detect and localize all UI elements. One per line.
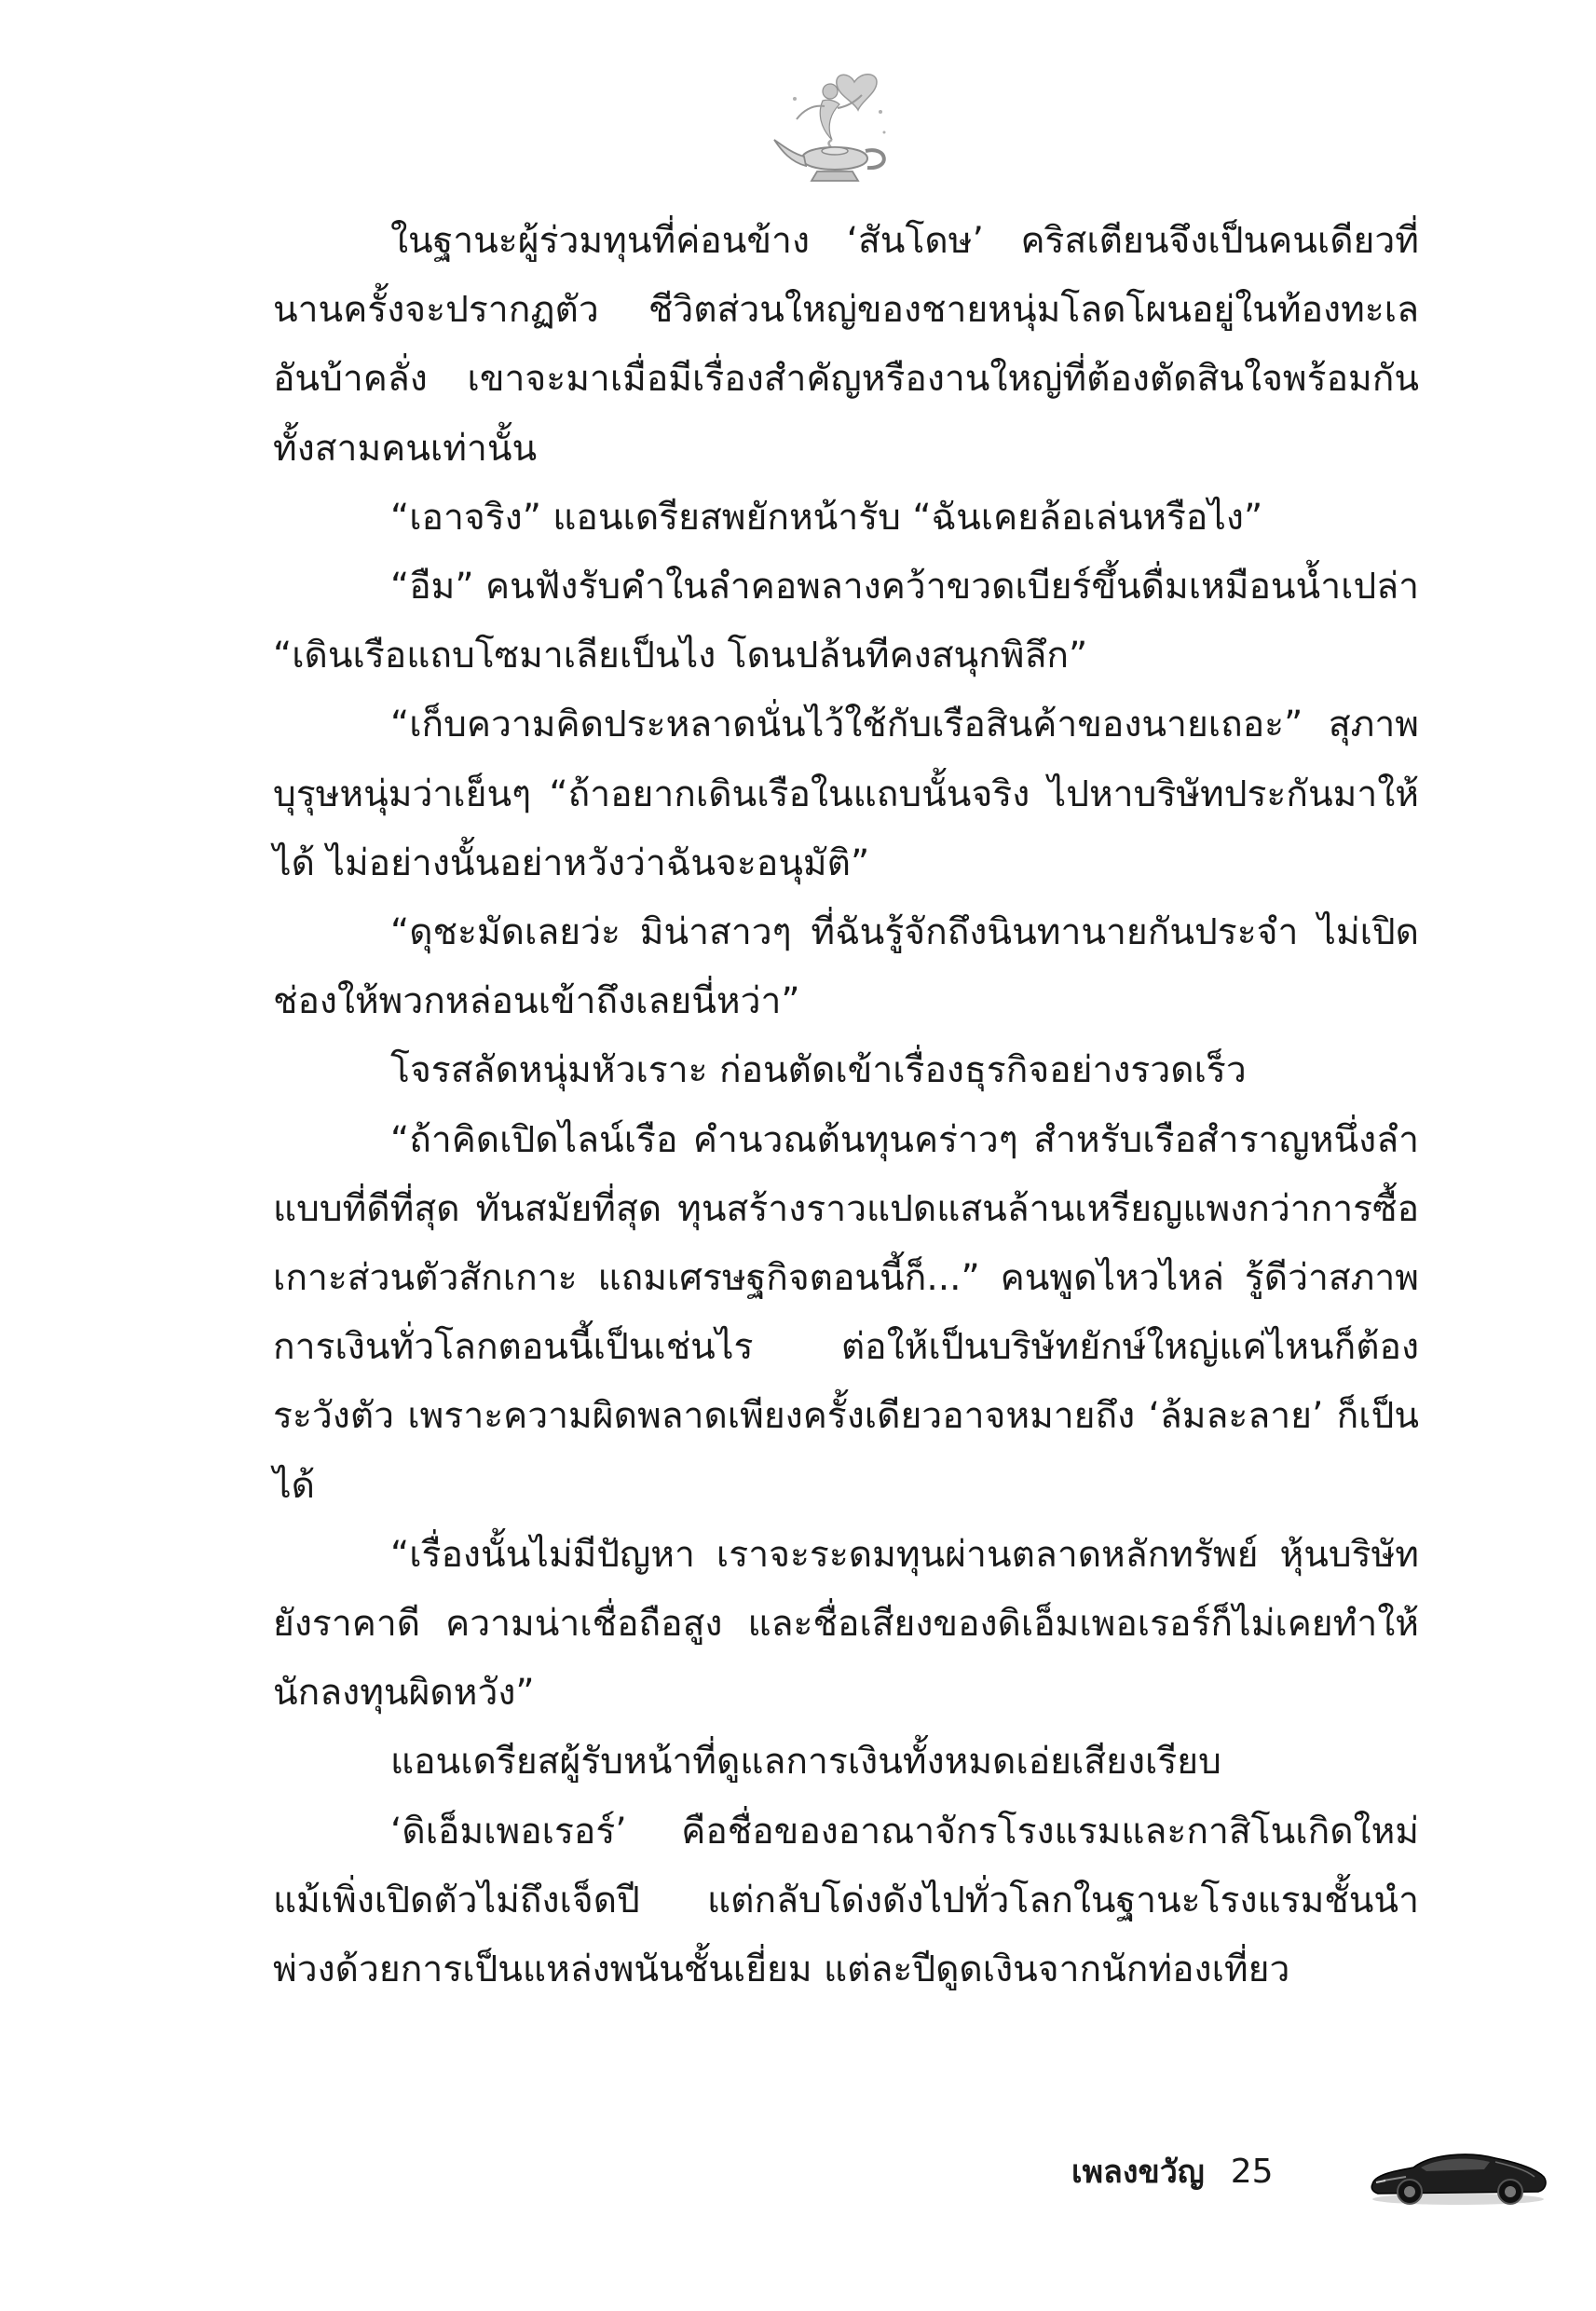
story-body (273, 207, 1419, 2004)
paragraph-4: “เก็บความคิดประหลาดนั่นไว้ใช้กับเรือสินค้าของนายเถอะ” สุภาพบุรุษหนุ่มว่าเย็นๆ “ถ้าอยากเดินเรือในแถบนั้นจริง ไปหาบริษัทประกันมาให้ได้ ไม่อย่างนั้นอย่าหวังว่าฉันจะอนุมัติ” (273, 704, 1419, 884)
paragraph-6: โจรสลัดหนุ่มหัวเราะ ก่อนตัดเข้าเรื่องธุรกิจอย่างรวดเร็ว (390, 1049, 1247, 1092)
page-number: 25 (1230, 2152, 1274, 2191)
teapot-genie-icon (765, 54, 905, 194)
sports-car-icon (1365, 2134, 1551, 2208)
paragraph-10: ‘ดิเอ็มเพอเรอร์’ คือชื่อของอาณาจักรโรงแรมและกาสิโนเกิดใหม่ แม้เพิ่งเปิดตัวไม่ถึงเจ็ดปี แต่กลับโด่งดังไปทั่วโลกในฐานะโรงแรมชั้นนำพ่วงด้วยการเป็นแหล่งพนันชั้นเยี่ยม แต่ละปีดูดเงินจากนักท่องเที่ยว (273, 1810, 1419, 1991)
paragraph-3: “อืม” คนฟังรับคำในลำคอพลางคว้าขวดเบียร์ขึ้นดื่มเหมือนน้ำเปล่า “เดินเรือแถบโซมาเลียเป็นไง โดนปล้นทีคงสนุกพิลึก” (273, 566, 1419, 677)
paragraph-5: “ดุชะมัดเลยว่ะ มิน่าสาวๆ ที่ฉันรู้จักถึงนินทานายกันประจำ ไม่เปิดช่องให้พวกหล่อนเข้าถึงเลยนี่หว่า” (273, 911, 1419, 1023)
paragraph-1: ในฐานะผู้ร่วมทุนที่ค่อนข้าง ‘สันโดษ’ คริสเตียนจึงเป็นคนเดียวที่นานครั้งจะปรากฏตัว ชีวิตส่วนใหญ่ของชายหนุ่มโลดโผนอยู่ในท้องทะเลอันบ้าคลั่ง เขาจะมาเมื่อมีเรื่องสำคัญหรืองานใหญ่ที่ต้องตัดสินใจพร้อมกันทั้งสามคนเท่านั้น (273, 220, 1419, 470)
paragraph-2: “เอาจริง” แอนเดรียสพยักหน้ารับ “ฉันเคยล้อเล่นหรือไง” (390, 496, 1263, 539)
running-book-title: เพลงขวัญ (1071, 2154, 1205, 2191)
page-footer (1071, 2134, 1274, 2208)
paragraph-8: “เรื่องนั้นไม่มีปัญหา เราจะระดมทุนผ่านตลาดหลักทรัพย์ หุ้นบริษัทยังราคาดี ความน่าเชื่อถือสูง และชื่อเสียงของดิเอ็มเพอเรอร์ก็ไม่เคยทำให้นักลงทุนผิดหวัง” (273, 1533, 1419, 1715)
paragraph-7: “ถ้าคิดเปิดไลน์เรือ คำนวณต้นทุนคร่าวๆ สำหรับเรือสำราญหนึ่งลำ แบบที่ดีที่สุด ทันสมัยที่สุด ทุนสร้างราวแปดแสนล้านเหรียญแพงกว่าการซื้อเกาะส่วนตัวสักเกาะ แถมเศรษฐกิจตอนนี้ก็...” คนพูดไหวไหล่ รู้ดีว่าสภาพการเงินทั่วโลกตอนนี้เป็นเช่นไร ต่อให้เป็นบริษัทยักษ์ใหญ่แค่ไหนก็ต้องระวังตัว เพราะความผิดพลาดเพียงครั้งเดียวอาจหมายถึง ‘ล้มละลาย’ ก็เป็นได้ (273, 1118, 1419, 1507)
paragraph-9: แอนเดรียสผู้รับหน้าที่ดูแลการเงินทั้งหมดเอ่ยเสียงเรียบ (390, 1741, 1221, 1784)
